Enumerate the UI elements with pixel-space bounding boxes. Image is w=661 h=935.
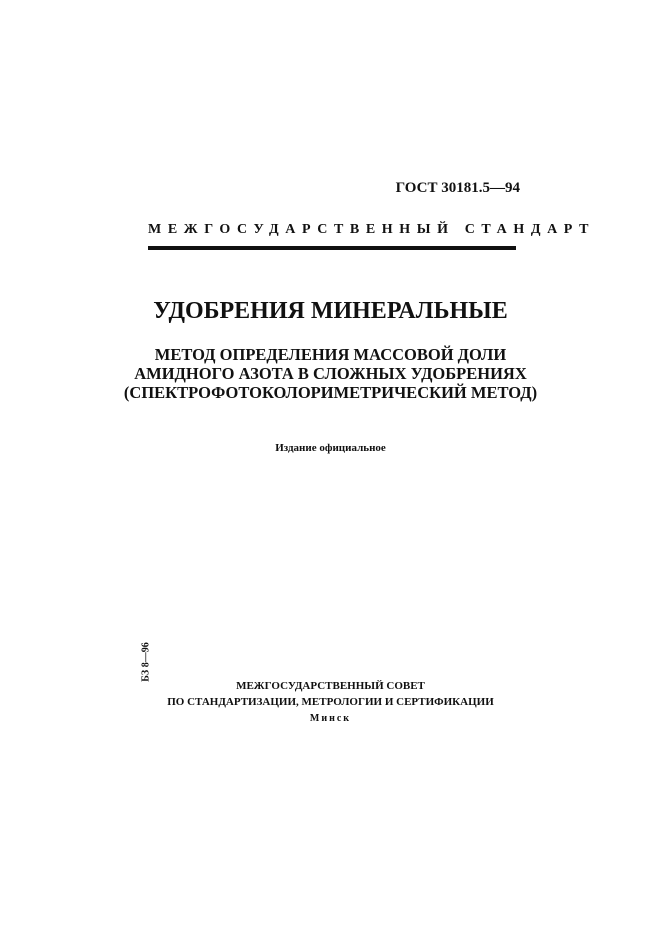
standard-type-heading: МЕЖГОСУДАРСТВЕННЫЙ СТАНДАРТ [148,222,596,237]
heading-divider [148,246,516,250]
gost-number: ГОСТ 30181.5—94 [395,180,520,196]
subtitle-line-3: (СПЕКТРОФОТОКОЛОРИМЕТРИЧЕСКИЙ МЕТОД) [123,383,538,402]
subtitle-line-2: АМИДНОГО АЗОТА В СЛОЖНЫХ УДОБРЕНИЯХ [134,364,527,383]
subtitle-line-1: МЕТОД ОПРЕДЕЛЕНИЯ МАССОВОЙ ДОЛИ [154,345,507,364]
publisher-city: Минск [309,713,352,724]
document-title: УДОБРЕНИЯ МИНЕРАЛЬНЫЕ [153,298,508,324]
publisher-line-1: МЕЖГОСУДАРСТВЕННЫЙ СОВЕТ [236,680,425,692]
publisher-line-2: ПО СТАНДАРТИЗАЦИИ, МЕТРОЛОГИИ И СЕРТИФИКАЦИИ [167,696,494,708]
side-code: БЗ 8—96 [140,642,152,682]
edition-label: Издание официальное [275,442,386,454]
